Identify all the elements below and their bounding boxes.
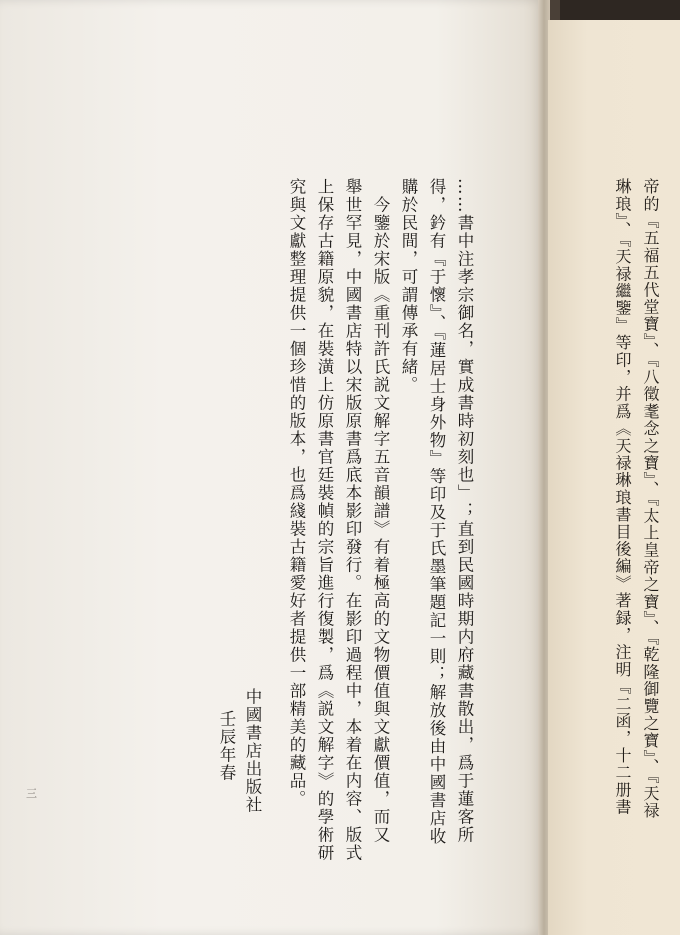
text-column-3: 購於民間，可謂傳承有緒。 xyxy=(399,178,418,394)
text-column-2: 得，鈐有『于懷』、『蓮居士身外物』等印及于氏墨筆題記一則；解放後由中國書店收 xyxy=(427,178,446,846)
right-page xyxy=(548,20,680,935)
text-column-7: 究與文獻整理提供一個珍惜的版本，也爲綫裝古籍愛好者提供一部精美的藏品。 xyxy=(287,178,306,808)
text-column-4: 今鑒於宋版《重刊許氏説文解字五音韻譜》有着極高的文物價值與文獻價值，而又 xyxy=(371,196,390,844)
text-column-1: ……書中注孝宗御名，實成書時初刻也」；直到民國時期内府藏書散出，爲于蓮客所 xyxy=(455,178,474,844)
text-column-5: 舉世罕見，中國書店特以宋版原書爲底本影印發行。在影印過程中，本着在内容、版式 xyxy=(343,178,362,862)
publisher-name: 中國書店出版社 xyxy=(243,688,262,814)
right-text-column-2: 琳琅』、『天禄繼鑒』等印，并爲《天禄琳琅書目後編》著録，注明『二函，十二册書 xyxy=(613,178,632,816)
dark-background-edge xyxy=(560,0,680,22)
page-number: 三 xyxy=(26,787,37,800)
publication-date: 壬辰年春 xyxy=(217,710,236,782)
text-column-6: 上保存古籍原貌，在裝潢上仿原書官廷裝幀的宗旨進行復製，爲《説文解字》的學術研 xyxy=(315,178,334,862)
right-text-column-1: 帝的『五福五代堂寶』、『八徵耄念之寶』、『太上皇帝之寶』、『乾隆御覽之寶』、『天禄 xyxy=(641,178,660,820)
